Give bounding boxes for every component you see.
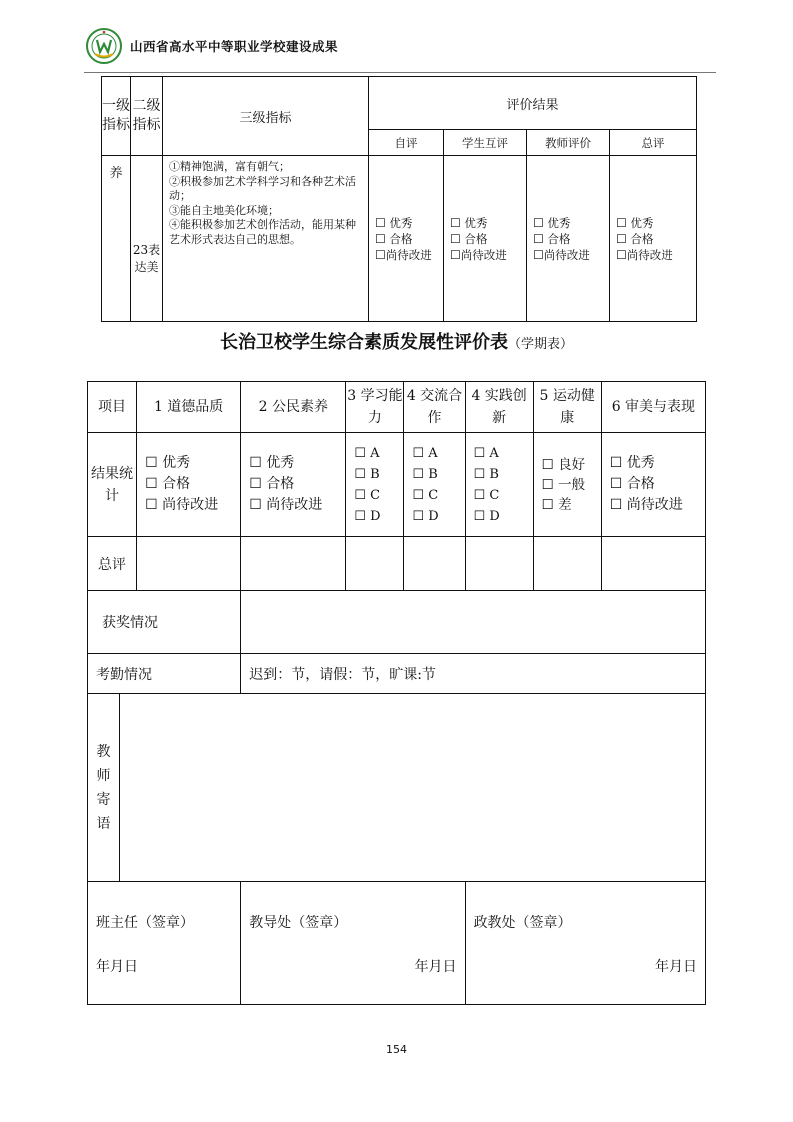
signature-date: 年月日: [655, 959, 697, 975]
total-communication-cell[interactable]: [404, 537, 465, 591]
checkbox[interactable]: ☐: [375, 215, 386, 230]
awards-label: 获奖情况: [88, 591, 241, 654]
header-learning: 3 学习能力: [346, 382, 404, 433]
checkbox[interactable]: ☐: [412, 466, 425, 482]
checkbox[interactable]: ☐: [616, 215, 627, 230]
total-learning-cell[interactable]: [346, 537, 404, 591]
checkbox[interactable]: ☐: [354, 445, 367, 461]
total-label: 总评: [88, 537, 137, 591]
checkbox[interactable]: ☐: [249, 497, 262, 513]
sub-header-teacher: 教师评价: [527, 130, 610, 156]
checkbox[interactable]: ☐: [541, 456, 554, 473]
header-communication: 4 交流合作: [404, 382, 465, 433]
form-title: [0, 328, 793, 354]
col-header-result: 评价结果: [369, 77, 697, 130]
checkbox[interactable]: ☐: [616, 231, 627, 246]
indicator-list: [163, 156, 369, 322]
result-label: 结果统计: [88, 433, 137, 537]
checkbox[interactable]: ☐: [249, 476, 262, 492]
page-number: 154: [386, 1043, 407, 1056]
self-eval-options: ☐ 优秀 ☐ 合格 ☐尚待改进: [369, 156, 444, 322]
checkbox[interactable]: ☐: [473, 487, 486, 503]
checkbox[interactable]: ☐: [533, 231, 544, 246]
header-title: 山西省高水平中等职业学校建设成果: [130, 39, 339, 54]
awards-field[interactable]: [241, 591, 706, 654]
checkbox[interactable]: ☐: [473, 508, 486, 524]
checkbox[interactable]: ☐: [412, 445, 425, 461]
checkbox[interactable]: ☐: [609, 497, 623, 513]
total-moral-cell[interactable]: [137, 537, 241, 591]
col-header-level2: 二级指标: [131, 77, 163, 156]
header-moral: 1 道德品质: [137, 382, 241, 433]
signature-date: 年月日: [414, 959, 457, 975]
checkbox[interactable]: ☐: [354, 487, 367, 503]
signature-political-office[interactable]: [465, 882, 705, 1005]
total-sports-cell[interactable]: [533, 537, 601, 591]
header-practice: 4 实践创新: [465, 382, 533, 433]
indicator-item: ③能自主地美化环境；: [169, 203, 279, 217]
checkbox[interactable]: ☐: [354, 508, 367, 524]
sub-header-self: 自评: [369, 130, 444, 156]
checkbox[interactable]: ☐: [609, 476, 623, 492]
semester-evaluation-table: [87, 381, 706, 1005]
sub-header-total: 总评: [610, 130, 697, 156]
attendance-label: 考勤情况: [88, 654, 241, 694]
evaluation-indicator-table: [101, 76, 697, 322]
checkbox[interactable]: ☐: [249, 455, 262, 471]
checkbox[interactable]: ☐: [450, 231, 461, 246]
signature-academic-office[interactable]: [241, 882, 465, 1005]
checkbox[interactable]: ☐: [375, 247, 386, 262]
teacher-comment-label: 教师寄语: [88, 694, 120, 882]
aesthetic-options: ☐ 优秀 ☐ 合格 ☐ 尚待改进: [601, 433, 705, 537]
total-aesthetic-cell[interactable]: [601, 537, 705, 591]
signature-role: 政教处（签章）: [473, 915, 572, 931]
level2-cell: 23表达美: [131, 156, 163, 322]
checkbox[interactable]: ☐: [354, 466, 367, 482]
checkbox[interactable]: ☐: [145, 497, 158, 513]
col-header-level1: 一级指标: [102, 77, 131, 156]
checkbox[interactable]: ☐: [450, 215, 461, 230]
practice-options: ☐ A ☐ B ☐ C ☐ D: [465, 433, 533, 537]
header-divider: [84, 72, 716, 73]
checkbox[interactable]: ☐: [473, 466, 486, 482]
teacher-comment-field[interactable]: [120, 694, 706, 882]
col-header-level3: 三级指标: [163, 77, 369, 156]
school-emblem-icon: [86, 28, 122, 64]
checkbox[interactable]: ☐: [375, 231, 386, 246]
checkbox[interactable]: ☐: [450, 247, 461, 262]
attendance-value: 迟到：节，请假：节，旷课:节: [241, 654, 706, 694]
teacher-eval-options: ☐ 优秀 ☐ 合格 ☐尚待改进: [527, 156, 610, 322]
signature-role: 教导处（签章）: [249, 915, 348, 931]
checkbox[interactable]: ☐: [412, 487, 425, 503]
signature-class-teacher[interactable]: [88, 882, 241, 1005]
peer-eval-options: ☐ 优秀 ☐ 合格 ☐尚待改进: [444, 156, 527, 322]
communication-options: ☐ A ☐ B ☐ C ☐ D: [404, 433, 465, 537]
checkbox[interactable]: ☐: [145, 476, 158, 492]
form-title-main: 长治卫校学生综合素质发展性评价表: [219, 332, 508, 353]
signature-date: 年月日: [96, 959, 138, 975]
indicator-item: ④能积极参加艺术创作活动，能用某种艺术形式表达自己的思想。: [169, 218, 356, 246]
checkbox[interactable]: ☐: [473, 445, 486, 461]
total-practice-cell[interactable]: [465, 537, 533, 591]
header-sports: 5 运动健康: [533, 382, 601, 433]
indicator-item: ②积极参加艺术学科学习和各种艺术活动；: [169, 174, 356, 202]
header-aesthetic: 6 审美与表现: [601, 382, 705, 433]
checkbox[interactable]: ☐: [541, 496, 554, 513]
checkbox[interactable]: ☐: [616, 247, 627, 262]
checkbox[interactable]: ☐: [541, 476, 554, 493]
total-civic-cell[interactable]: [241, 537, 346, 591]
header-civic: 2 公民素养: [241, 382, 346, 433]
indicator-item: ①精神饱满，富有朝气；: [169, 160, 290, 173]
header-item: 项目: [88, 382, 137, 433]
moral-options: ☐ 优秀 ☐ 合格 ☐ 尚待改进: [137, 433, 241, 537]
signature-role: 班主任（签章）: [96, 915, 194, 931]
sports-options: ☐ 良好 ☐ 一般 ☐ 差: [533, 433, 601, 537]
sub-header-peer: 学生互评: [444, 130, 527, 156]
level1-cell: 养: [102, 156, 131, 322]
checkbox[interactable]: ☐: [609, 455, 623, 471]
checkbox[interactable]: ☐: [533, 247, 544, 262]
checkbox[interactable]: ☐: [533, 215, 544, 230]
form-title-sub: （学期表）: [507, 337, 573, 352]
checkbox[interactable]: ☐: [412, 508, 425, 524]
civic-options: ☐ 优秀 ☐ 合格 ☐ 尚待改进: [241, 433, 346, 537]
checkbox[interactable]: ☐: [145, 455, 158, 471]
total-eval-options: ☐ 优秀 ☐ 合格 ☐尚待改进: [610, 156, 697, 322]
learning-options: ☐ A ☐ B ☐ C ☐ D: [346, 433, 404, 537]
